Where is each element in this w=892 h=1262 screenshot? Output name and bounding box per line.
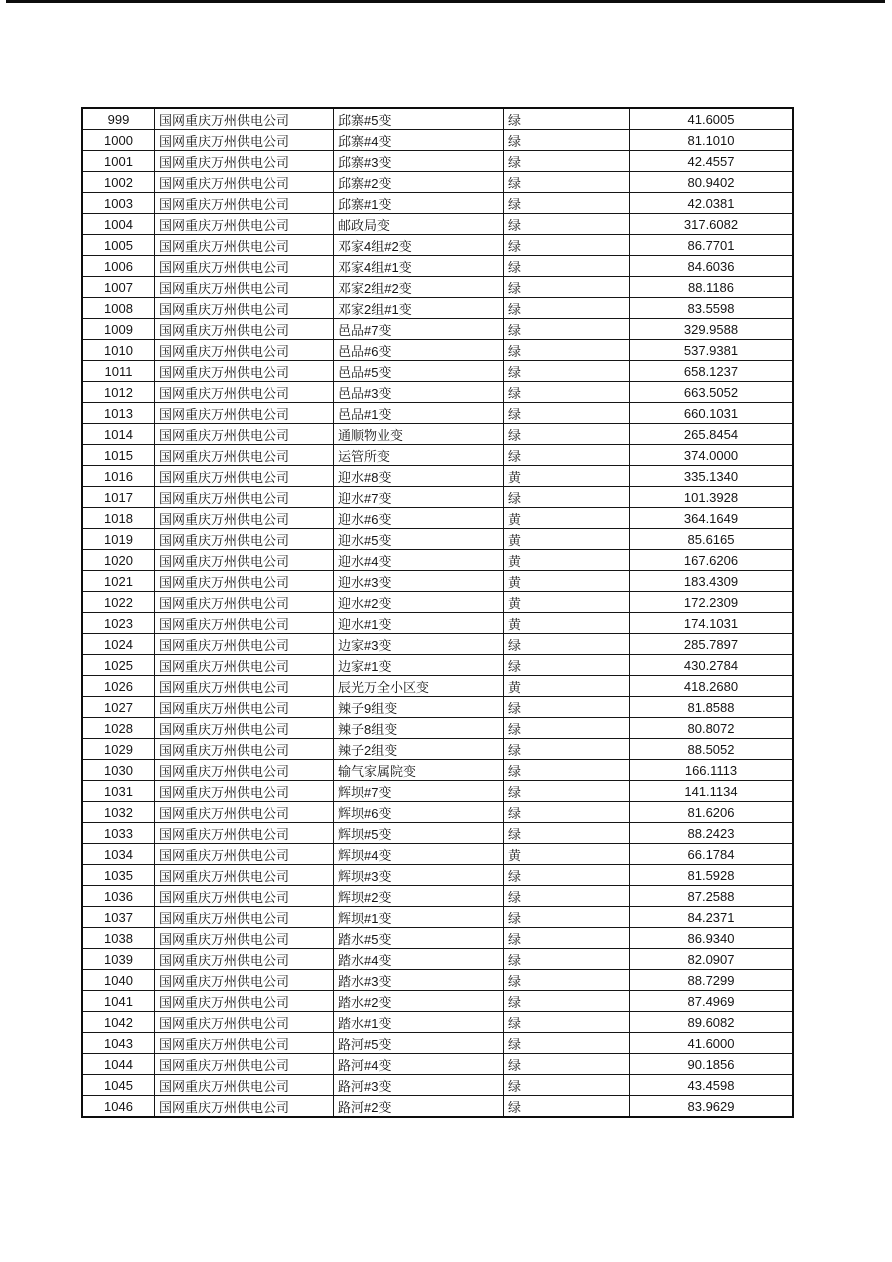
row-number-cell: 1036 bbox=[82, 886, 155, 907]
table-row bbox=[82, 928, 793, 949]
substation-cell: 通顺物业变 bbox=[334, 424, 504, 445]
table-row bbox=[82, 214, 793, 235]
value-cell: 66.1784 bbox=[630, 844, 794, 865]
company-cell: 国网重庆万州供电公司 bbox=[155, 886, 334, 907]
substation-cell: 辰光万全小区变 bbox=[334, 676, 504, 697]
row-number-cell: 1021 bbox=[82, 571, 155, 592]
substation-cell: 辉坝#5变 bbox=[334, 823, 504, 844]
row-number-cell: 1038 bbox=[82, 928, 155, 949]
value-cell: 418.2680 bbox=[630, 676, 794, 697]
company-cell: 国网重庆万州供电公司 bbox=[155, 466, 334, 487]
value-cell: 90.1856 bbox=[630, 1054, 794, 1075]
substation-cell: 邓家2组#2变 bbox=[334, 277, 504, 298]
value-cell: 42.0381 bbox=[630, 193, 794, 214]
table-row bbox=[82, 676, 793, 697]
table-row bbox=[82, 1012, 793, 1033]
company-cell: 国网重庆万州供电公司 bbox=[155, 319, 334, 340]
value-cell: 430.2784 bbox=[630, 655, 794, 676]
value-cell: 87.2588 bbox=[630, 886, 794, 907]
company-cell: 国网重庆万州供电公司 bbox=[155, 298, 334, 319]
value-cell: 87.4969 bbox=[630, 991, 794, 1012]
status-cell: 绿 bbox=[504, 865, 630, 886]
table-row bbox=[82, 823, 793, 844]
table-row bbox=[82, 634, 793, 655]
substation-cell: 踏水#3变 bbox=[334, 970, 504, 991]
company-cell: 国网重庆万州供电公司 bbox=[155, 949, 334, 970]
substation-table-container bbox=[81, 107, 794, 1118]
company-cell: 国网重庆万州供电公司 bbox=[155, 403, 334, 424]
value-cell: 41.6005 bbox=[630, 108, 794, 130]
table-row bbox=[82, 193, 793, 214]
table-row bbox=[82, 655, 793, 676]
substation-cell: 邱寨#5变 bbox=[334, 108, 504, 130]
substation-cell: 邓家2组#1变 bbox=[334, 298, 504, 319]
status-cell: 绿 bbox=[504, 256, 630, 277]
value-cell: 88.7299 bbox=[630, 970, 794, 991]
table-row bbox=[82, 172, 793, 193]
company-cell: 国网重庆万州供电公司 bbox=[155, 802, 334, 823]
table-row bbox=[82, 697, 793, 718]
table-row bbox=[82, 445, 793, 466]
row-number-cell: 1011 bbox=[82, 361, 155, 382]
value-cell: 660.1031 bbox=[630, 403, 794, 424]
substation-cell: 邑品#6变 bbox=[334, 340, 504, 361]
substation-cell: 邓家4组#2变 bbox=[334, 235, 504, 256]
company-cell: 国网重庆万州供电公司 bbox=[155, 508, 334, 529]
row-number-cell: 999 bbox=[82, 108, 155, 130]
value-cell: 81.1010 bbox=[630, 130, 794, 151]
value-cell: 374.0000 bbox=[630, 445, 794, 466]
value-cell: 329.9588 bbox=[630, 319, 794, 340]
table-row bbox=[82, 802, 793, 823]
value-cell: 183.4309 bbox=[630, 571, 794, 592]
row-number-cell: 1022 bbox=[82, 592, 155, 613]
table-row bbox=[82, 130, 793, 151]
company-cell: 国网重庆万州供电公司 bbox=[155, 655, 334, 676]
company-cell: 国网重庆万州供电公司 bbox=[155, 1096, 334, 1118]
row-number-cell: 1019 bbox=[82, 529, 155, 550]
status-cell: 绿 bbox=[504, 235, 630, 256]
row-number-cell: 1033 bbox=[82, 823, 155, 844]
status-cell: 绿 bbox=[504, 634, 630, 655]
value-cell: 174.1031 bbox=[630, 613, 794, 634]
status-cell: 绿 bbox=[504, 1075, 630, 1096]
value-cell: 88.2423 bbox=[630, 823, 794, 844]
value-cell: 80.9402 bbox=[630, 172, 794, 193]
row-number-cell: 1027 bbox=[82, 697, 155, 718]
status-cell: 绿 bbox=[504, 214, 630, 235]
table-row bbox=[82, 718, 793, 739]
substation-cell: 迎水#1变 bbox=[334, 613, 504, 634]
company-cell: 国网重庆万州供电公司 bbox=[155, 1033, 334, 1054]
status-cell: 绿 bbox=[504, 487, 630, 508]
table-row bbox=[82, 865, 793, 886]
status-cell: 绿 bbox=[504, 970, 630, 991]
status-cell: 黄 bbox=[504, 844, 630, 865]
company-cell: 国网重庆万州供电公司 bbox=[155, 1012, 334, 1033]
row-number-cell: 1030 bbox=[82, 760, 155, 781]
value-cell: 663.5052 bbox=[630, 382, 794, 403]
row-number-cell: 1043 bbox=[82, 1033, 155, 1054]
row-number-cell: 1001 bbox=[82, 151, 155, 172]
substation-cell: 路河#3变 bbox=[334, 1075, 504, 1096]
row-number-cell: 1031 bbox=[82, 781, 155, 802]
substation-cell: 迎水#2变 bbox=[334, 592, 504, 613]
row-number-cell: 1032 bbox=[82, 802, 155, 823]
status-cell: 绿 bbox=[504, 802, 630, 823]
company-cell: 国网重庆万州供电公司 bbox=[155, 550, 334, 571]
company-cell: 国网重庆万州供电公司 bbox=[155, 781, 334, 802]
status-cell: 黄 bbox=[504, 550, 630, 571]
row-number-cell: 1008 bbox=[82, 298, 155, 319]
table-row bbox=[82, 781, 793, 802]
page-top-scan-edge bbox=[6, 0, 885, 3]
value-cell: 84.6036 bbox=[630, 256, 794, 277]
table-row bbox=[82, 991, 793, 1012]
substation-cell: 辣子8组变 bbox=[334, 718, 504, 739]
status-cell: 绿 bbox=[504, 130, 630, 151]
substation-cell: 边家#1变 bbox=[334, 655, 504, 676]
company-cell: 国网重庆万州供电公司 bbox=[155, 529, 334, 550]
substation-cell: 邑品#7变 bbox=[334, 319, 504, 340]
row-number-cell: 1007 bbox=[82, 277, 155, 298]
substation-cell: 踏水#2变 bbox=[334, 991, 504, 1012]
row-number-cell: 1035 bbox=[82, 865, 155, 886]
company-cell: 国网重庆万州供电公司 bbox=[155, 256, 334, 277]
company-cell: 国网重庆万州供电公司 bbox=[155, 172, 334, 193]
value-cell: 81.5928 bbox=[630, 865, 794, 886]
value-cell: 42.4557 bbox=[630, 151, 794, 172]
company-cell: 国网重庆万州供电公司 bbox=[155, 865, 334, 886]
value-cell: 82.0907 bbox=[630, 949, 794, 970]
substation-cell: 踏水#5变 bbox=[334, 928, 504, 949]
value-cell: 89.6082 bbox=[630, 1012, 794, 1033]
row-number-cell: 1000 bbox=[82, 130, 155, 151]
substation-cell: 辉坝#4变 bbox=[334, 844, 504, 865]
value-cell: 335.1340 bbox=[630, 466, 794, 487]
company-cell: 国网重庆万州供电公司 bbox=[155, 571, 334, 592]
company-cell: 国网重庆万州供电公司 bbox=[155, 130, 334, 151]
table-row bbox=[82, 571, 793, 592]
status-cell: 绿 bbox=[504, 277, 630, 298]
status-cell: 绿 bbox=[504, 823, 630, 844]
status-cell: 绿 bbox=[504, 886, 630, 907]
value-cell: 85.6165 bbox=[630, 529, 794, 550]
value-cell: 265.8454 bbox=[630, 424, 794, 445]
value-cell: 88.1186 bbox=[630, 277, 794, 298]
value-cell: 166.1113 bbox=[630, 760, 794, 781]
status-cell: 黄 bbox=[504, 676, 630, 697]
table-row bbox=[82, 760, 793, 781]
row-number-cell: 1003 bbox=[82, 193, 155, 214]
row-number-cell: 1006 bbox=[82, 256, 155, 277]
table-row bbox=[82, 298, 793, 319]
row-number-cell: 1018 bbox=[82, 508, 155, 529]
substation-cell: 运管所变 bbox=[334, 445, 504, 466]
status-cell: 黄 bbox=[504, 592, 630, 613]
substation-cell: 辉坝#2变 bbox=[334, 886, 504, 907]
company-cell: 国网重庆万州供电公司 bbox=[155, 151, 334, 172]
row-number-cell: 1042 bbox=[82, 1012, 155, 1033]
value-cell: 83.5598 bbox=[630, 298, 794, 319]
status-cell: 黄 bbox=[504, 613, 630, 634]
row-number-cell: 1041 bbox=[82, 991, 155, 1012]
table-row bbox=[82, 319, 793, 340]
row-number-cell: 1002 bbox=[82, 172, 155, 193]
substation-cell: 路河#4变 bbox=[334, 1054, 504, 1075]
row-number-cell: 1046 bbox=[82, 1096, 155, 1118]
status-cell: 绿 bbox=[504, 1054, 630, 1075]
substation-cell: 邱寨#3变 bbox=[334, 151, 504, 172]
row-number-cell: 1017 bbox=[82, 487, 155, 508]
substation-cell: 邑品#3变 bbox=[334, 382, 504, 403]
table-row bbox=[82, 1054, 793, 1075]
row-number-cell: 1040 bbox=[82, 970, 155, 991]
table-row bbox=[82, 256, 793, 277]
status-cell: 绿 bbox=[504, 1012, 630, 1033]
substation-cell: 迎水#7变 bbox=[334, 487, 504, 508]
row-number-cell: 1014 bbox=[82, 424, 155, 445]
status-cell: 绿 bbox=[504, 739, 630, 760]
table-row bbox=[82, 235, 793, 256]
status-cell: 绿 bbox=[504, 907, 630, 928]
status-cell: 绿 bbox=[504, 382, 630, 403]
value-cell: 86.7701 bbox=[630, 235, 794, 256]
value-cell: 86.9340 bbox=[630, 928, 794, 949]
row-number-cell: 1015 bbox=[82, 445, 155, 466]
status-cell: 黄 bbox=[504, 466, 630, 487]
value-cell: 81.6206 bbox=[630, 802, 794, 823]
value-cell: 167.6206 bbox=[630, 550, 794, 571]
substation-cell: 迎水#5变 bbox=[334, 529, 504, 550]
substation-cell: 迎水#4变 bbox=[334, 550, 504, 571]
substation-cell: 踏水#4变 bbox=[334, 949, 504, 970]
value-cell: 658.1237 bbox=[630, 361, 794, 382]
table-row bbox=[82, 949, 793, 970]
status-cell: 绿 bbox=[504, 697, 630, 718]
status-cell: 绿 bbox=[504, 403, 630, 424]
status-cell: 绿 bbox=[504, 340, 630, 361]
status-cell: 绿 bbox=[504, 718, 630, 739]
company-cell: 国网重庆万州供电公司 bbox=[155, 340, 334, 361]
substation-cell: 迎水#8变 bbox=[334, 466, 504, 487]
company-cell: 国网重庆万州供电公司 bbox=[155, 718, 334, 739]
value-cell: 81.8588 bbox=[630, 697, 794, 718]
substation-cell: 踏水#1变 bbox=[334, 1012, 504, 1033]
status-cell: 绿 bbox=[504, 655, 630, 676]
substation-cell: 辣子9组变 bbox=[334, 697, 504, 718]
status-cell: 绿 bbox=[504, 172, 630, 193]
table-row bbox=[82, 529, 793, 550]
row-number-cell: 1005 bbox=[82, 235, 155, 256]
row-number-cell: 1016 bbox=[82, 466, 155, 487]
table-row bbox=[82, 151, 793, 172]
company-cell: 国网重庆万州供电公司 bbox=[155, 487, 334, 508]
row-number-cell: 1009 bbox=[82, 319, 155, 340]
table-row bbox=[82, 403, 793, 424]
status-cell: 绿 bbox=[504, 760, 630, 781]
value-cell: 101.3928 bbox=[630, 487, 794, 508]
table-row bbox=[82, 361, 793, 382]
company-cell: 国网重庆万州供电公司 bbox=[155, 844, 334, 865]
table-row bbox=[82, 1075, 793, 1096]
company-cell: 国网重庆万州供电公司 bbox=[155, 907, 334, 928]
row-number-cell: 1023 bbox=[82, 613, 155, 634]
substation-cell: 辣子2组变 bbox=[334, 739, 504, 760]
substation-cell: 邑品#1变 bbox=[334, 403, 504, 424]
value-cell: 43.4598 bbox=[630, 1075, 794, 1096]
status-cell: 绿 bbox=[504, 424, 630, 445]
company-cell: 国网重庆万州供电公司 bbox=[155, 214, 334, 235]
row-number-cell: 1039 bbox=[82, 949, 155, 970]
company-cell: 国网重庆万州供电公司 bbox=[155, 361, 334, 382]
status-cell: 黄 bbox=[504, 571, 630, 592]
status-cell: 绿 bbox=[504, 151, 630, 172]
row-number-cell: 1025 bbox=[82, 655, 155, 676]
substation-cell: 路河#2变 bbox=[334, 1096, 504, 1118]
status-cell: 绿 bbox=[504, 108, 630, 130]
substation-cell: 邱寨#1变 bbox=[334, 193, 504, 214]
substation-table bbox=[81, 107, 794, 1118]
value-cell: 172.2309 bbox=[630, 592, 794, 613]
company-cell: 国网重庆万州供电公司 bbox=[155, 739, 334, 760]
status-cell: 绿 bbox=[504, 781, 630, 802]
table-row bbox=[82, 340, 793, 361]
status-cell: 绿 bbox=[504, 319, 630, 340]
table-row bbox=[82, 592, 793, 613]
value-cell: 537.9381 bbox=[630, 340, 794, 361]
table-row bbox=[82, 613, 793, 634]
company-cell: 国网重庆万州供电公司 bbox=[155, 970, 334, 991]
table-row bbox=[82, 907, 793, 928]
substation-cell: 迎水#3变 bbox=[334, 571, 504, 592]
substation-cell: 辉坝#3变 bbox=[334, 865, 504, 886]
row-number-cell: 1004 bbox=[82, 214, 155, 235]
company-cell: 国网重庆万州供电公司 bbox=[155, 1054, 334, 1075]
table-row bbox=[82, 382, 793, 403]
row-number-cell: 1012 bbox=[82, 382, 155, 403]
company-cell: 国网重庆万州供电公司 bbox=[155, 424, 334, 445]
substation-cell: 辉坝#1变 bbox=[334, 907, 504, 928]
value-cell: 84.2371 bbox=[630, 907, 794, 928]
table-row bbox=[82, 886, 793, 907]
row-number-cell: 1020 bbox=[82, 550, 155, 571]
company-cell: 国网重庆万州供电公司 bbox=[155, 991, 334, 1012]
value-cell: 285.7897 bbox=[630, 634, 794, 655]
company-cell: 国网重庆万州供电公司 bbox=[155, 676, 334, 697]
company-cell: 国网重庆万州供电公司 bbox=[155, 613, 334, 634]
status-cell: 黄 bbox=[504, 529, 630, 550]
substation-cell: 路河#5变 bbox=[334, 1033, 504, 1054]
table-row bbox=[82, 739, 793, 760]
company-cell: 国网重庆万州供电公司 bbox=[155, 823, 334, 844]
company-cell: 国网重庆万州供电公司 bbox=[155, 277, 334, 298]
company-cell: 国网重庆万州供电公司 bbox=[155, 193, 334, 214]
company-cell: 国网重庆万州供电公司 bbox=[155, 108, 334, 130]
value-cell: 88.5052 bbox=[630, 739, 794, 760]
substation-cell: 邓家4组#1变 bbox=[334, 256, 504, 277]
row-number-cell: 1034 bbox=[82, 844, 155, 865]
company-cell: 国网重庆万州供电公司 bbox=[155, 760, 334, 781]
status-cell: 绿 bbox=[504, 1033, 630, 1054]
company-cell: 国网重庆万州供电公司 bbox=[155, 634, 334, 655]
table-row bbox=[82, 508, 793, 529]
substation-table-body bbox=[82, 108, 793, 1117]
status-cell: 绿 bbox=[504, 991, 630, 1012]
table-row bbox=[82, 970, 793, 991]
table-row bbox=[82, 1033, 793, 1054]
status-cell: 绿 bbox=[504, 361, 630, 382]
table-row bbox=[82, 277, 793, 298]
substation-cell: 邮政局变 bbox=[334, 214, 504, 235]
value-cell: 141.1134 bbox=[630, 781, 794, 802]
company-cell: 国网重庆万州供电公司 bbox=[155, 1075, 334, 1096]
company-cell: 国网重庆万州供电公司 bbox=[155, 382, 334, 403]
row-number-cell: 1010 bbox=[82, 340, 155, 361]
substation-cell: 辉坝#6变 bbox=[334, 802, 504, 823]
status-cell: 绿 bbox=[504, 949, 630, 970]
row-number-cell: 1044 bbox=[82, 1054, 155, 1075]
substation-cell: 输气家属院变 bbox=[334, 760, 504, 781]
row-number-cell: 1013 bbox=[82, 403, 155, 424]
row-number-cell: 1026 bbox=[82, 676, 155, 697]
row-number-cell: 1028 bbox=[82, 718, 155, 739]
company-cell: 国网重庆万州供电公司 bbox=[155, 928, 334, 949]
value-cell: 364.1649 bbox=[630, 508, 794, 529]
status-cell: 绿 bbox=[504, 298, 630, 319]
table-row bbox=[82, 487, 793, 508]
row-number-cell: 1045 bbox=[82, 1075, 155, 1096]
table-row bbox=[82, 108, 793, 130]
substation-cell: 邱寨#2变 bbox=[334, 172, 504, 193]
row-number-cell: 1029 bbox=[82, 739, 155, 760]
table-row bbox=[82, 466, 793, 487]
value-cell: 83.9629 bbox=[630, 1096, 794, 1118]
row-number-cell: 1037 bbox=[82, 907, 155, 928]
status-cell: 绿 bbox=[504, 928, 630, 949]
company-cell: 国网重庆万州供电公司 bbox=[155, 445, 334, 466]
substation-cell: 邱寨#4变 bbox=[334, 130, 504, 151]
value-cell: 80.8072 bbox=[630, 718, 794, 739]
company-cell: 国网重庆万州供电公司 bbox=[155, 592, 334, 613]
status-cell: 黄 bbox=[504, 508, 630, 529]
table-row bbox=[82, 550, 793, 571]
substation-cell: 邑品#5变 bbox=[334, 361, 504, 382]
table-row bbox=[82, 844, 793, 865]
row-number-cell: 1024 bbox=[82, 634, 155, 655]
status-cell: 绿 bbox=[504, 193, 630, 214]
table-row bbox=[82, 1096, 793, 1118]
status-cell: 绿 bbox=[504, 1096, 630, 1118]
substation-cell: 辉坝#7变 bbox=[334, 781, 504, 802]
table-row bbox=[82, 424, 793, 445]
value-cell: 41.6000 bbox=[630, 1033, 794, 1054]
substation-cell: 迎水#6变 bbox=[334, 508, 504, 529]
company-cell: 国网重庆万州供电公司 bbox=[155, 697, 334, 718]
substation-cell: 边家#3变 bbox=[334, 634, 504, 655]
value-cell: 317.6082 bbox=[630, 214, 794, 235]
company-cell: 国网重庆万州供电公司 bbox=[155, 235, 334, 256]
status-cell: 绿 bbox=[504, 445, 630, 466]
